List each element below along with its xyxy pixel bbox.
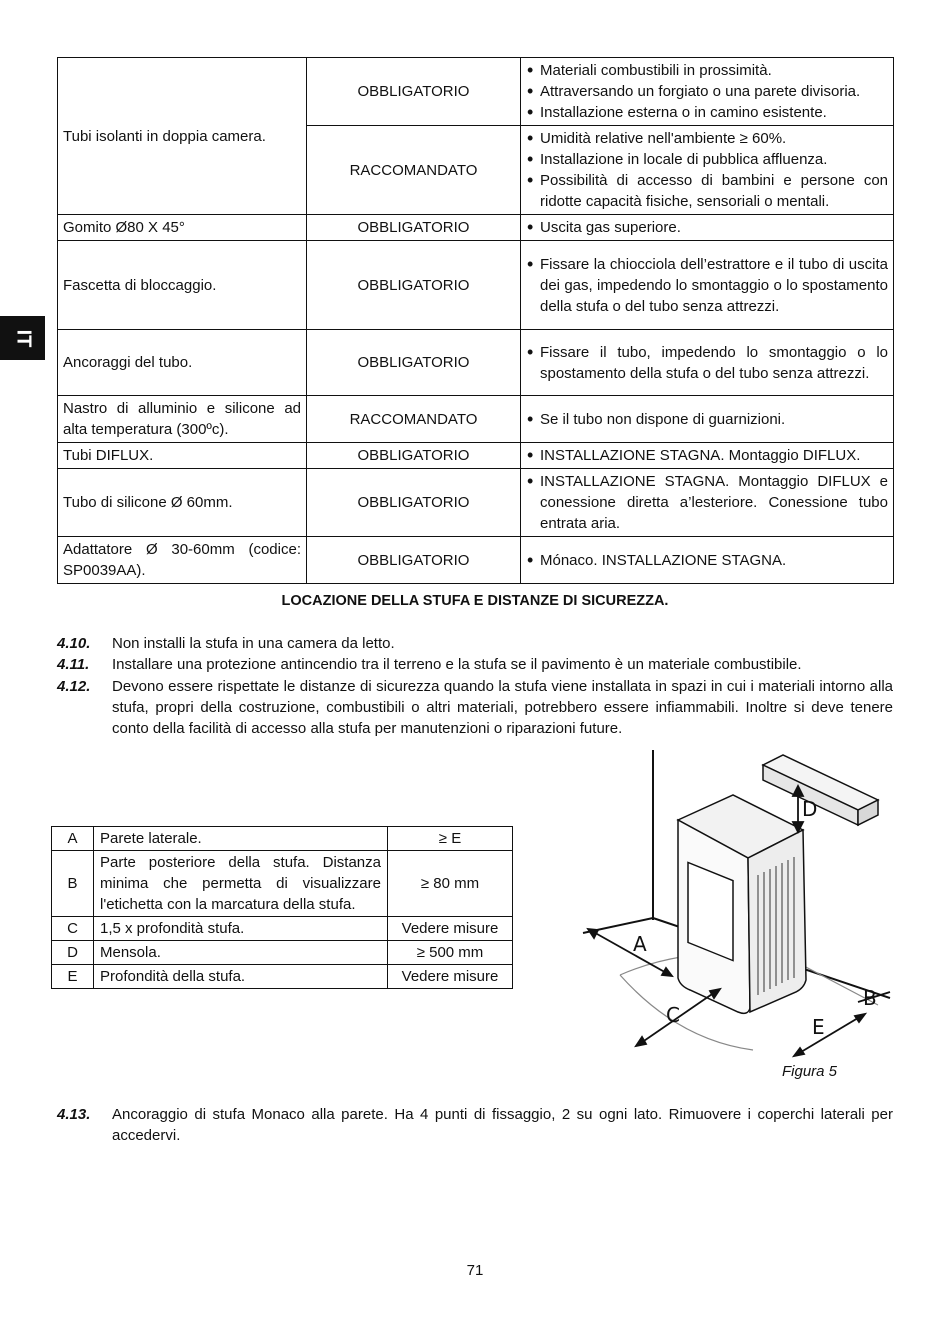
status-cell: RACCOMANDATO: [307, 396, 521, 443]
section-title: LOCAZIONE DELLA STUFA E DISTANZE DI SICUREZZA.: [281, 593, 669, 609]
notes-cell: [521, 396, 894, 443]
distance-key: E: [52, 965, 94, 989]
status-cell: OBBLIGATORIO: [307, 537, 521, 584]
item-cell: Tubi DIFLUX.: [58, 443, 307, 469]
status-cell: RACCOMANDATO: [307, 126, 521, 215]
table-row: [58, 58, 894, 126]
list-item: [57, 676, 893, 739]
note-item: • Uscita gas superiore.: [526, 217, 888, 238]
item-cell: Gomito Ø80 X 45°: [58, 215, 307, 241]
distance-desc: Mensola.: [94, 941, 388, 965]
item-cell: Tubi isolanti in doppia camera.: [58, 58, 307, 215]
stove-illustration: [578, 750, 898, 1060]
distance-key: B: [52, 851, 94, 917]
table-row: [52, 851, 513, 917]
item-cell: Nastro di alluminio e silicone ad alta temperatura (300ºc).: [58, 396, 307, 443]
note-item: • Umidità relative nell'ambiente ≥ 60%.: [526, 128, 888, 149]
status-cell: OBBLIGATORIO: [307, 215, 521, 241]
label-e: E: [812, 1015, 825, 1039]
notes-cell: [521, 537, 894, 584]
note-item: • Fissare la chiocciola dell’estrattore e il tubo di uscita dei gas, impedendo lo smontaggio o lo spostamento della stufa o del tubo senza attrezzi.: [526, 254, 888, 317]
status-cell: OBBLIGATORIO: [307, 330, 521, 396]
note-item: • INSTALLAZIONE STAGNA. Montaggio DIFLUX e conessione diretta a’lesteriore. Conessione tubo entrata aria.: [526, 471, 888, 534]
table-row: [58, 469, 894, 537]
notes-cell: [521, 330, 894, 396]
notes-cell: [521, 215, 894, 241]
distance-value: ≥ E: [388, 827, 513, 851]
distance-value: ≥ 80 mm: [388, 851, 513, 917]
notes-cell: [521, 469, 894, 537]
list-item: [57, 1104, 893, 1146]
notes-cell: [521, 58, 894, 126]
distance-value: Vedere misure: [388, 965, 513, 989]
note-item: • Attraversando un forgiato o una parete divisoria.: [526, 81, 888, 102]
shelf: [763, 755, 878, 825]
status-cell: OBBLIGATORIO: [307, 241, 521, 330]
status-cell: OBBLIGATORIO: [307, 58, 521, 126]
status-cell: OBBLIGATORIO: [307, 469, 521, 537]
requirements-table: [57, 57, 894, 584]
label-b: B: [863, 986, 877, 1010]
table-row: [52, 941, 513, 965]
notes-cell: [521, 241, 894, 330]
distance-key: D: [52, 941, 94, 965]
label-a: A: [633, 932, 647, 956]
item-number: 4.10.: [57, 635, 91, 652]
page-number: 71: [466, 1262, 484, 1279]
table-row: [58, 330, 894, 396]
table-row: [52, 965, 513, 989]
notes-cell: [521, 126, 894, 215]
distance-desc: Parete laterale.: [94, 827, 388, 851]
distance-desc: Profondità della stufa.: [94, 965, 388, 989]
figure-caption: Figura 5: [782, 1063, 838, 1080]
note-item: • Fissare il tubo, impedendo lo smontaggio o lo spostamento della stufa o del tubo senza attrezzi.: [526, 342, 888, 384]
distance-value: ≥ 500 mm: [388, 941, 513, 965]
note-item: • Se il tubo non dispone di guarnizioni.: [526, 409, 888, 430]
table-row: [58, 537, 894, 584]
stove: [678, 795, 806, 1013]
table-row: [58, 241, 894, 330]
item-text: Ancoraggio di stufa Monaco alla parete. Ha 4 punti di fissaggio, 2 su ogni lato. Rimuovere i coperchi laterali per accedervi.: [112, 1106, 893, 1144]
list-item: [57, 633, 893, 654]
table-row: [52, 827, 513, 851]
table-row: [58, 215, 894, 241]
language-tab: [0, 316, 45, 360]
table-row: [58, 443, 894, 469]
note-item: • Installazione esterna o in camino esistente.: [526, 102, 888, 123]
label-d: D: [802, 797, 818, 821]
language-tab-label: IT: [12, 329, 34, 347]
item-text: Installare una protezione antincendio tra il terreno e la stufa se il pavimento è un materiale combustibile.: [112, 656, 802, 673]
distance-key: C: [52, 917, 94, 941]
distance-key: A: [52, 827, 94, 851]
item-number: 4.12.: [57, 678, 91, 695]
table-row: [52, 917, 513, 941]
note-item: • Materiali combustibili in prossimità.: [526, 60, 888, 81]
item-number: 4.11.: [57, 656, 90, 673]
note-item: • Mónaco. INSTALLAZIONE STAGNA.: [526, 550, 888, 571]
distance-value: Vedere misure: [388, 917, 513, 941]
item-text: Devono essere rispettate le distanze di sicurezza quando la stufa viene installata in spazi in cui i materiali intorno alla stufa, propri della costruzione, combustibili o altri materiali, potrebbero essere infiammabili. Inoltre si deve tenere conto della facilità di accesso alla stufa per manutenzioni o riparazioni future.: [112, 678, 893, 737]
note-item: • Installazione in locale di pubblica affluenza.: [526, 149, 888, 170]
distances-table: [51, 826, 513, 989]
notes-cell: [521, 443, 894, 469]
status-cell: OBBLIGATORIO: [307, 443, 521, 469]
label-c: C: [666, 1003, 680, 1027]
item-cell: Ancoraggi del tubo.: [58, 330, 307, 396]
note-item: • INSTALLAZIONE STAGNA. Montaggio DIFLUX.: [526, 445, 888, 466]
note-item: • Possibilità di accesso di bambini e persone con ridotte capacità fisiche, sensoriali o mentali.: [526, 170, 888, 212]
distance-desc: Parte posteriore della stufa. Distanza minima che permetta di visualizzare l'etichetta con la marcatura della stufa.: [94, 851, 388, 917]
item-number: 4.13.: [57, 1106, 91, 1123]
item-cell: Tubo di silicone Ø 60mm.: [58, 469, 307, 537]
list-item: [57, 654, 893, 675]
distance-desc: 1,5 x profondità stufa.: [94, 917, 388, 941]
item-cell: Fascetta di bloccaggio.: [58, 241, 307, 330]
item-text: Non installi la stufa in una camera da letto.: [112, 635, 395, 652]
table-row: [58, 396, 894, 443]
item-cell: Adattatore Ø 30-60mm (codice: SP0039AA).: [58, 537, 307, 584]
stove-clearance-figure: [578, 750, 898, 1060]
